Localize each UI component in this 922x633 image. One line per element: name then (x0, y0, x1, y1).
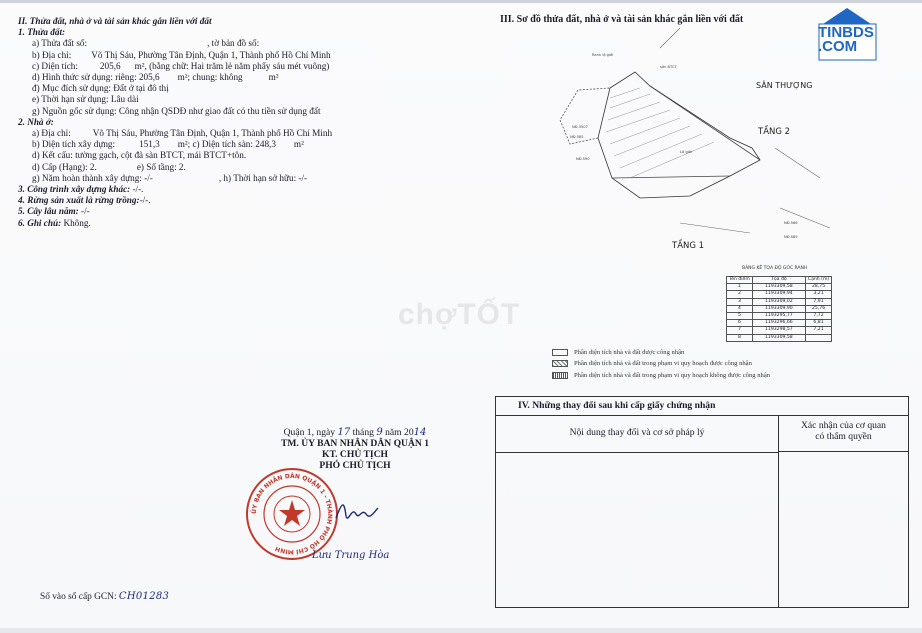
house-area-row: b) Diện tích xây dựng: 151,3 m²; c) Diện tích sàn: 248,3 m² (32, 139, 304, 150)
coord-cell: 1193309,58 (752, 334, 805, 341)
official-seal (244, 466, 340, 562)
legend-swatch (552, 360, 568, 367)
svg-text:NĐ.590: NĐ.590 (576, 157, 590, 161)
coord-cell: 1193309,58 (752, 284, 805, 291)
seal-emblem (274, 496, 310, 532)
coord-table-row (727, 334, 832, 341)
legend-item: Phần diện tích nhà và đất trong phạm vi quy hoạch được công nhận (552, 358, 770, 369)
coord-table-caption: BẢNG KÊ TỌA ĐỘ GÓC RANH (742, 266, 808, 271)
issuing-org: TM. ỦY BAN NHÂN DÂN QUẬN 1 (280, 438, 430, 449)
changes-title: IV. Những thay đổi sau khi cấp giấy chứng nhận (496, 397, 908, 416)
usage-purpose-row: đ) Mục đích sử dụng: Đất ở tại đô thị (32, 83, 169, 94)
coord-cell: 3,21 (805, 291, 831, 298)
coord-table-row (727, 291, 832, 298)
svg-text:Ranh lộ giới: Ranh lộ giới (592, 53, 614, 57)
section-2-title: 2. Nhà ở: (18, 116, 54, 127)
svg-text:NĐ.566: NĐ.566 (784, 221, 798, 225)
label-tang-2: TẦNG 2 (758, 127, 791, 137)
changes-table (495, 396, 909, 608)
coord-table-row (727, 284, 832, 291)
section-1-title: 1. Thửa đất: (18, 27, 66, 38)
usage-form-row: d) Hình thức sử dụng: riêng: 205,6 m²; chung: không m² (32, 72, 279, 83)
coord-cell: 3 (727, 298, 753, 305)
svg-text:NĐ.585: NĐ.585 (570, 135, 584, 139)
section-6-row: 6. Ghi chú: Không. (18, 217, 91, 228)
coord-cell: 4 (727, 305, 753, 312)
top-border (0, 0, 922, 3)
parcel-outline (560, 72, 760, 198)
coord-cell: 1193296,66 (752, 320, 805, 327)
coord-cell: 1 (727, 284, 753, 291)
coord-cell: 7,91 (805, 298, 831, 305)
site-plan-diagram (530, 28, 850, 278)
parcel-number-row: a) Thửa đất số: , tờ bản đồ số: (32, 38, 260, 49)
legend-swatch (552, 372, 568, 379)
section-4-row: 4. Rừng sản xuất là rừng trồng:-/-. (18, 195, 151, 206)
section-3-row: 3. Công trình xây dựng khác: -/-. (18, 184, 144, 195)
coord-cell: 7 (727, 327, 753, 334)
diagram-legend (552, 347, 770, 381)
coord-cell: 5 (727, 312, 753, 319)
signer-role: KT. CHỦ TỊCH (321, 449, 388, 460)
changes-col-confirm: Xác nhận của cơ quan có thẩm quyền (779, 416, 908, 452)
bottom-border (0, 628, 922, 633)
parcel-hatching (606, 88, 714, 178)
house-year-row: g) Năm hoàn thành xây dựng: -/- , h) Thời hạn sở hữu: -/- (32, 172, 308, 183)
coord-table-row (727, 320, 832, 327)
svg-text:Lộ giới: Lộ giới (680, 150, 692, 154)
seal-text: ỦY BAN NHÂN DÂN QUẬN 1 - THÀNH PHỐ HỒ CHÍ MINH (250, 472, 334, 556)
usage-term-row: e) Thời hạn sử dụng: Lâu dài (32, 94, 139, 105)
coord-cell: 1193309,94 (752, 291, 805, 298)
coord-cell: 1193298,57 (752, 327, 805, 334)
signature-block (250, 427, 460, 471)
street-lines (660, 28, 830, 233)
house-address-row: a) Địa chỉ: Võ Thị Sáu, Phường Tân Định, Quận 1, Thành phố Hồ Chí Minh (32, 128, 333, 139)
coord-cell: 2 (727, 291, 753, 298)
signer-title: PHÓ CHỦ TỊCH (319, 460, 391, 471)
house-structure-row: d) Kết cấu: tường gạch, cột đà sàn BTCT, mái BTCT+tôn. (32, 150, 247, 161)
legend-swatch (552, 349, 568, 356)
coord-col-edge: Cạnh (m) (805, 277, 831, 284)
coord-cell: 6,81 (805, 320, 831, 327)
issue-date: Quận 1, ngày 17 tháng 9 năm 2014 (283, 427, 427, 438)
coord-cell: 28,75 (805, 284, 831, 291)
coord-col-point: Tên điểm (727, 277, 753, 284)
coord-cell: 7,72 (805, 312, 831, 319)
svg-text:NĐ.589: NĐ.589 (784, 235, 798, 239)
usage-origin-row: g) Nguồn gốc sử dụng: Công nhận QSDĐ như giao đất có thu tiền sử dụng đất (32, 105, 321, 116)
tinbds-logo-text: TINBDS .COM (818, 24, 874, 55)
changes-body (496, 453, 779, 607)
watermark-chotot: chợTỐT (398, 298, 521, 331)
coord-cell: 25,76 (805, 305, 831, 312)
coord-cell: 7,21 (805, 327, 831, 334)
svg-text:sân BTCT: sân BTCT (660, 65, 677, 69)
parcel-area-row: c) Diện tích: 205,6 m², (bằng chữ: Hai trăm lẻ năm phẩy sáu mét vuông) (32, 60, 330, 71)
land-house-details (18, 16, 478, 229)
label-tang-1: TẦNG 1 (672, 241, 705, 251)
coord-cell: 1193295,77 (752, 312, 805, 319)
coord-table-header (727, 277, 832, 284)
handwritten-signature (332, 494, 382, 528)
gcn-register-number: Số vào sổ cấp GCN: CH01283 (40, 591, 170, 602)
legend-item: Phần diện tích nhà và đất trong phạm vi quy hoạch không được công nhận (552, 370, 770, 381)
coordinate-table (726, 276, 832, 342)
coord-table-row (727, 312, 832, 319)
house-grade-row: d) Cấp (Hạng): 2. e) Số tầng: 2. (32, 161, 186, 172)
section-iii-title: III. Sơ đồ thửa đất, nhà ở và tài sản khác gắn liền với đất (500, 14, 744, 25)
coord-cell: 6 (727, 320, 753, 327)
section-ii-title: II. Thửa đất, nhà ở và tài sản khác gắn liền với đất (18, 16, 212, 26)
coord-table-row (727, 305, 832, 312)
coord-cell: 1193309,02 (752, 298, 805, 305)
changes-col-content: Nội dung thay đổi và cơ sở pháp lý (496, 416, 779, 453)
coord-cell: 8 (727, 334, 753, 341)
coord-cell (805, 334, 831, 341)
parcel-address-row: b) Địa chỉ: Võ Thị Sáu, Phường Tân Định, Quận 1, Thành phố Hồ Chí Minh (32, 49, 331, 60)
label-san-thuong: SÂN THƯỢNG (756, 81, 813, 90)
coord-table-row (727, 327, 832, 334)
section-5-row: 5. Cây lâu năm: -/- (18, 206, 90, 217)
legend-item: Phần diện tích nhà và đất được công nhận (552, 347, 770, 358)
signer-name: Lưu Trung Hòa (312, 550, 390, 561)
coord-cell: 1193309,90 (752, 305, 805, 312)
coord-table-row (727, 298, 832, 305)
svg-text:NĐ.3507: NĐ.3507 (572, 125, 588, 129)
coord-col-xy: Tọa độ (752, 277, 805, 284)
